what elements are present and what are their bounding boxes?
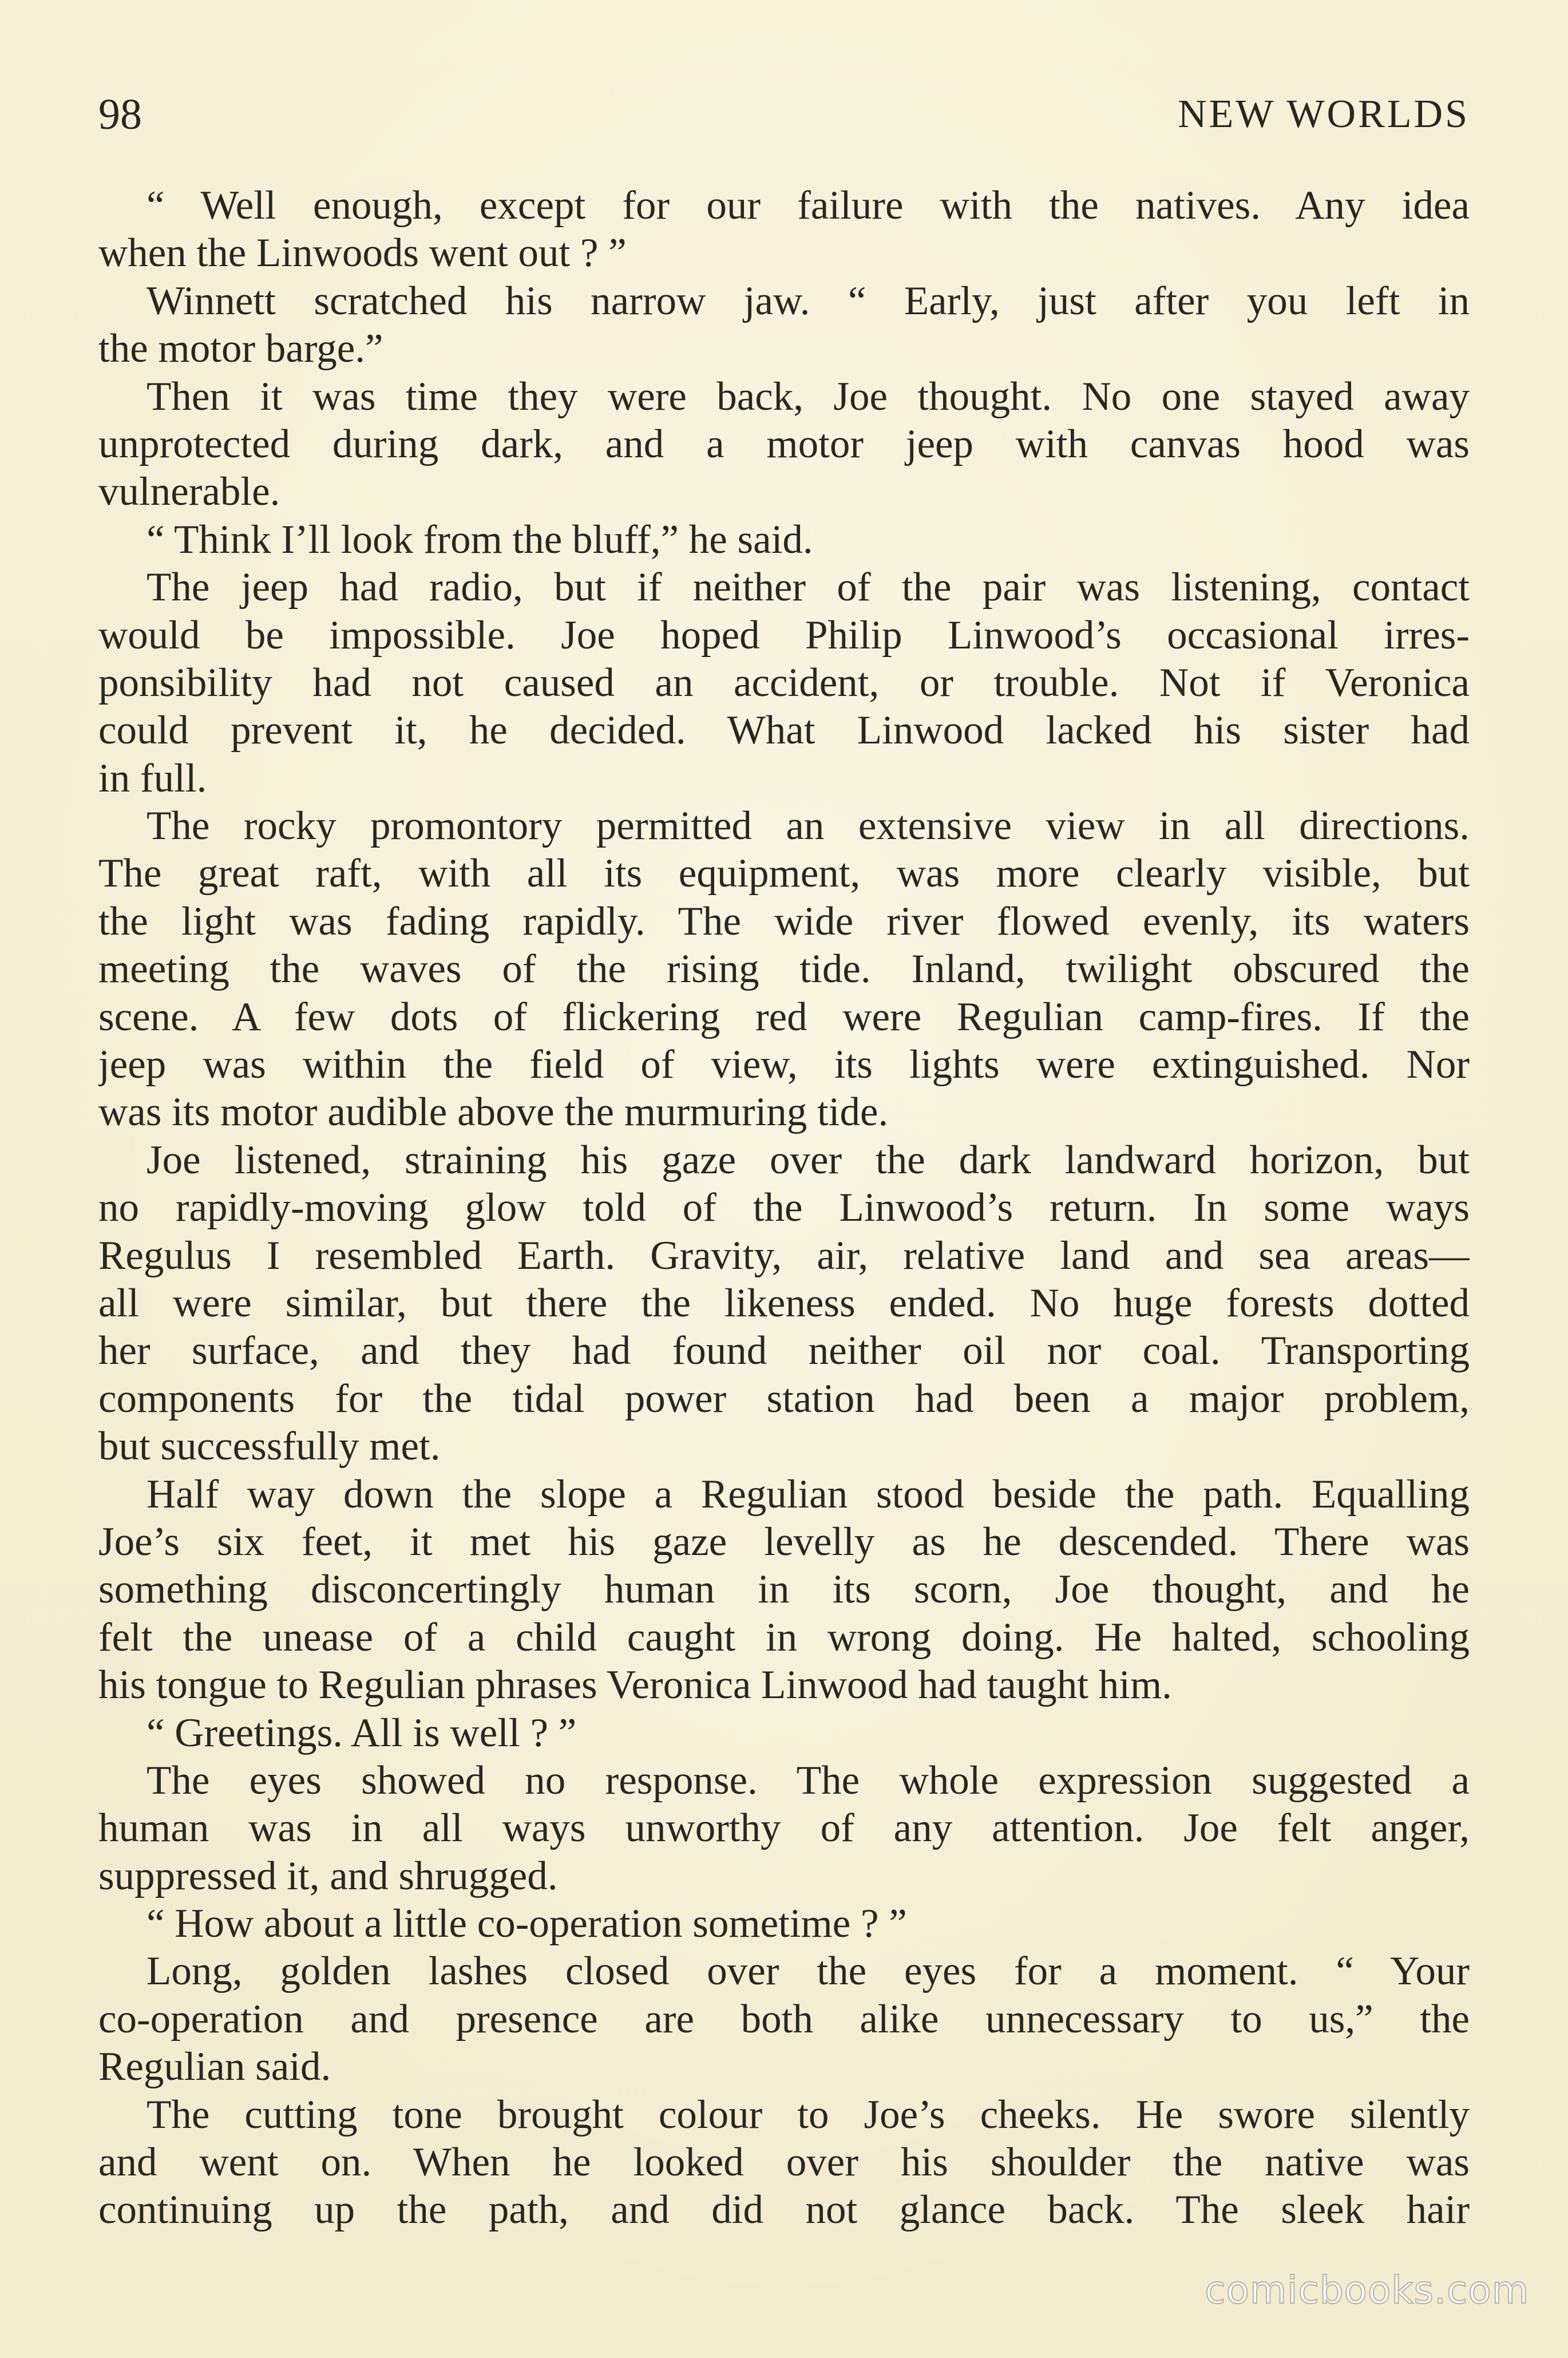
- text-line: jeep was within the field of view, its lights were extinguished. Nor: [98, 1042, 1470, 1087]
- text-line: meeting the waves of the rising tide. Inland, twilight obscured the: [98, 947, 1470, 992]
- text-line: The eyes showed no response. The whole expression suggested a: [146, 1758, 1470, 1803]
- text-line: Joe’s six feet, it met his gaze levelly as he descended. There was: [98, 1519, 1470, 1564]
- text-line: Then it was time they were back, Joe thought. No one stayed away: [146, 374, 1470, 419]
- text-line: The cutting tone brought colour to Joe’s cheeks. He swore silently: [146, 2092, 1470, 2137]
- text-line: Joe listened, straining his gaze over the dark landward horizon, but: [146, 1137, 1470, 1182]
- text-line: no rapidly-moving glow told of the Linwood’s return. In some ways: [98, 1185, 1470, 1231]
- text-line: unprotected during dark, and a motor jeep with canvas hood was: [98, 421, 1470, 466]
- body-text: [98, 182, 1470, 2234]
- text-line: Half way down the slope a Regulian stood beside the path. Equalling: [146, 1471, 1470, 1517]
- text-line: could prevent it, he decided. What Linwood lacked his sister had: [98, 708, 1470, 753]
- text-line: co-operation and presence are both alike unnecessary to us,” the: [98, 1996, 1470, 2042]
- text-line: in full.: [98, 755, 207, 801]
- text-line: felt the unease of a child caught in wrong doing. He halted, schooling: [98, 1615, 1470, 1660]
- page-number: 98: [98, 90, 142, 139]
- text-line: but successfully met.: [98, 1424, 441, 1469]
- text-line: The rocky promontory permitted an extensive view in all directions.: [146, 804, 1470, 849]
- text-line: “ How about a little co-operation sometime ? ”: [146, 1901, 907, 1946]
- text-line: scene. A few dots of flickering red were Regulian camp-fires. If the: [98, 994, 1470, 1039]
- text-line: all were similar, but there the likeness ended. No huge forests dotted: [98, 1280, 1470, 1326]
- text-line: her surface, and they had found neither oil nor coal. Transporting: [98, 1328, 1470, 1374]
- page-header: [98, 86, 1470, 143]
- text-line: the motor barge.”: [98, 326, 383, 371]
- text-line: suppressed it, and shrugged.: [98, 1853, 558, 1898]
- text-line: and went on. When he looked over his shoulder the native was: [98, 2140, 1470, 2185]
- text-line: Winnett scratched his narrow jaw. “ Early, just after you left in: [146, 278, 1470, 323]
- text-line: the light was fading rapidly. The wide river flowed evenly, its waters: [98, 899, 1470, 944]
- text-line: The great raft, with all its equipment, was more clearly visible, but: [98, 851, 1470, 896]
- text-line: when the Linwoods went out ? ”: [98, 231, 627, 276]
- text-line: Long, golden lashes closed over the eyes for a moment. “ Your: [146, 1949, 1470, 1994]
- text-line: “ Think I’ll look from the bluff,” he said.: [146, 517, 813, 562]
- text-line: Regulus I resembled Earth. Gravity, air, relative land and sea areas—: [98, 1233, 1470, 1278]
- running-head: NEW WORLDS: [1178, 92, 1470, 136]
- text-line: would be impossible. Joe hoped Philip Linwood’s occasional irres-: [98, 612, 1470, 658]
- text-line: The jeep had radio, but if neither of the pair was listening, contact: [146, 565, 1470, 610]
- text-line: components for the tidal power station had been a major problem,: [98, 1376, 1470, 1421]
- text-line: “ Well enough, except for our failure with the natives. Any idea: [146, 183, 1470, 228]
- text-line: human was in all ways unworthy of any attention. Joe felt anger,: [98, 1806, 1470, 1851]
- text-line: was its motor audible above the murmuring tide.: [98, 1090, 889, 1135]
- text-line: something disconcertingly human in its scorn, Joe thought, and he: [98, 1567, 1470, 1612]
- text-line: ponsibility had not caused an accident, or trouble. Not if Veronica: [98, 660, 1470, 705]
- watermark: comicbooks.com: [1205, 2268, 1529, 2312]
- text-line: “ Greetings. All is well ? ”: [146, 1710, 577, 1755]
- text-line: Regulian said.: [98, 2044, 331, 2090]
- text-line: his tongue to Regulian phrases Veronica Linwood had taught him.: [98, 1663, 1172, 1708]
- text-line: vulnerable.: [98, 469, 280, 515]
- text-line: continuing up the path, and did not glance back. The sleek hair: [98, 2187, 1470, 2233]
